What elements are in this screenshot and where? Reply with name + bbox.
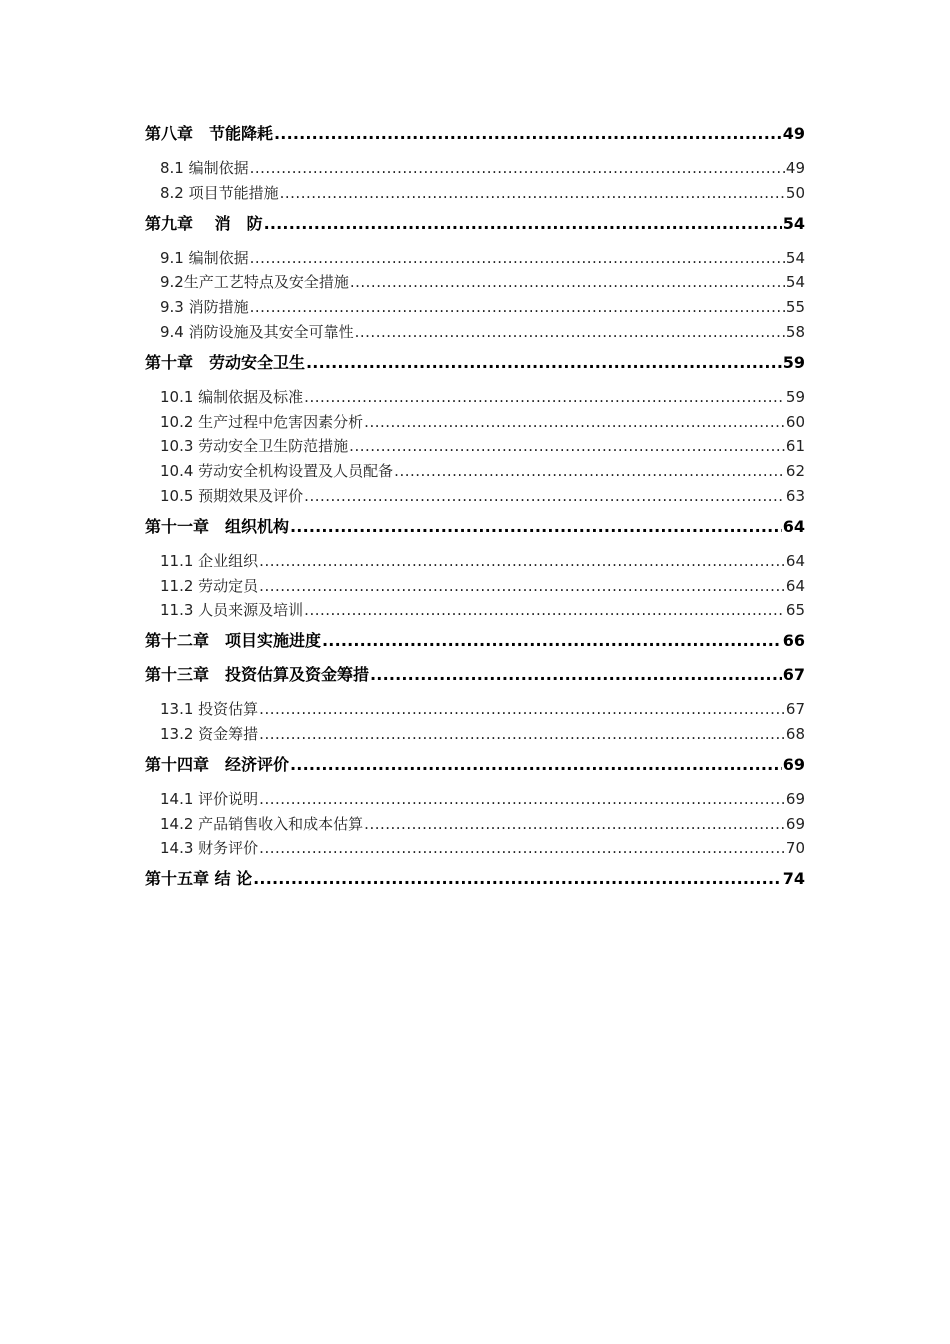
toc-title: 8.2 项目节能措施	[160, 183, 279, 202]
dot-leader	[250, 156, 785, 181]
toc-page-number: 64	[785, 576, 805, 595]
toc-entry-chapter[interactable]	[145, 212, 805, 236]
toc-entry-section[interactable]	[145, 787, 805, 812]
toc-page-number: 55	[785, 298, 805, 317]
toc-entry-section[interactable]	[145, 722, 805, 747]
toc-page-number: 74	[782, 869, 805, 889]
toc-page-number: 69	[785, 814, 805, 833]
toc-title: 10.2 生产过程中危害因素分析	[160, 412, 364, 431]
toc-title: 9.1 编制依据	[160, 248, 249, 267]
toc-entry-chapter[interactable]	[145, 663, 805, 687]
toc-entry-section[interactable]	[145, 385, 805, 410]
toc-title: 第十四章 经济评价	[145, 754, 290, 774]
toc-page-number: 49	[782, 124, 805, 143]
toc-page-number: 61	[785, 437, 805, 456]
toc-title: 14.1 评价说明	[160, 789, 259, 808]
toc-title: 14.3 财务评价	[160, 839, 259, 858]
toc-entry-section[interactable]	[145, 697, 805, 722]
toc-page-number: 69	[785, 789, 805, 808]
dot-leader	[290, 515, 782, 539]
dot-leader	[259, 697, 785, 722]
toc-page-number: 63	[785, 486, 805, 505]
dot-leader	[274, 122, 782, 146]
toc-entry-section[interactable]	[145, 598, 805, 623]
dot-leader	[394, 459, 785, 484]
toc-title: 11.2 劳动定员	[160, 576, 259, 595]
dot-leader	[370, 663, 782, 687]
dot-leader	[306, 351, 782, 375]
toc-entry-section[interactable]	[145, 459, 805, 484]
toc-entry-section[interactable]	[145, 181, 805, 206]
dot-leader	[350, 270, 785, 295]
toc-title: 8.1 编制依据	[160, 159, 249, 177]
dot-leader	[364, 812, 785, 837]
toc-title: 第十一章 组织机构	[145, 516, 290, 536]
dot-leader	[355, 320, 785, 345]
dot-leader	[304, 385, 785, 410]
toc-page-number: 64	[785, 551, 805, 570]
dot-leader	[259, 574, 785, 599]
toc-entry-section[interactable]	[145, 434, 805, 459]
toc-page-number: 59	[785, 387, 805, 406]
toc-entry-section[interactable]	[145, 836, 805, 861]
toc-entry-section[interactable]	[145, 246, 805, 271]
toc-page-number: 70	[785, 839, 805, 858]
toc-title: 9.3 消防措施	[160, 298, 249, 317]
toc-page-number: 65	[785, 601, 805, 620]
toc-entry-chapter[interactable]	[145, 753, 805, 777]
toc-page-number: 49	[785, 159, 805, 177]
dot-leader	[290, 753, 782, 777]
toc-entry-chapter[interactable]	[145, 122, 805, 146]
toc-title: 第十五章 结 论	[145, 869, 253, 889]
toc-title: 10.3 劳动安全卫生防范措施	[160, 437, 349, 456]
dot-leader	[253, 867, 782, 891]
toc-entry-section[interactable]	[145, 270, 805, 295]
toc-title: 第十章 劳动安全卫生	[145, 352, 306, 372]
toc-page-number: 54	[785, 248, 805, 267]
toc-title: 第八章 节能降耗	[145, 124, 274, 143]
toc-title: 第九章 消 防	[145, 213, 263, 233]
toc-title: 10.5 预期效果及评价	[160, 486, 304, 505]
toc-title: 第十三章 投资估算及资金筹措	[145, 665, 370, 685]
toc-entry-section[interactable]	[145, 295, 805, 320]
toc-entry-section[interactable]	[145, 549, 805, 574]
toc-page-number: 62	[785, 462, 805, 481]
toc-page-number: 50	[785, 183, 805, 202]
toc-page-number: 67	[782, 665, 805, 685]
toc-entry-chapter[interactable]	[145, 515, 805, 539]
toc-page-number: 67	[785, 700, 805, 719]
toc-title: 14.2 产品销售收入和成本估算	[160, 814, 364, 833]
toc-page-number: 58	[785, 322, 805, 341]
toc-title: 10.1 编制依据及标准	[160, 387, 304, 406]
dot-leader	[349, 434, 785, 459]
table-of-contents	[145, 122, 805, 901]
toc-title: 11.1 企业组织	[160, 551, 259, 570]
toc-page-number: 68	[785, 724, 805, 743]
toc-entry-chapter[interactable]	[145, 629, 805, 653]
dot-leader	[280, 181, 785, 206]
toc-entry-section[interactable]	[145, 320, 805, 345]
dot-leader	[259, 722, 785, 747]
toc-title: 9.4 消防设施及其安全可靠性	[160, 322, 354, 341]
toc-page-number: 69	[782, 754, 805, 774]
toc-entry-section[interactable]	[145, 812, 805, 837]
toc-entry-chapter[interactable]	[145, 351, 805, 375]
dot-leader	[364, 410, 785, 435]
dot-leader	[264, 212, 782, 236]
toc-page-number: 54	[785, 273, 805, 292]
toc-entry-chapter[interactable]	[145, 867, 805, 891]
dot-leader	[304, 484, 785, 509]
dot-leader	[259, 836, 785, 861]
toc-title: 13.1 投资估算	[160, 700, 259, 719]
toc-page-number: 54	[782, 213, 805, 233]
dot-leader	[304, 598, 785, 623]
toc-entry-section[interactable]	[145, 410, 805, 435]
toc-entry-section[interactable]	[145, 156, 805, 181]
toc-page-number: 66	[782, 631, 805, 651]
toc-title: 11.3 人员来源及培训	[160, 601, 304, 620]
dot-leader	[259, 787, 785, 812]
dot-leader	[322, 629, 782, 653]
toc-page-number: 64	[782, 516, 805, 536]
toc-title: 9.2生产工艺特点及安全措施	[160, 273, 349, 292]
toc-page-number: 60	[785, 412, 805, 431]
toc-title: 13.2 资金筹措	[160, 724, 259, 743]
toc-entry-section[interactable]	[145, 574, 805, 599]
dot-leader	[250, 246, 785, 271]
toc-page-number: 59	[782, 352, 805, 372]
toc-entry-section[interactable]	[145, 484, 805, 509]
dot-leader	[250, 295, 785, 320]
toc-title: 10.4 劳动安全机构设置及人员配备	[160, 462, 394, 481]
dot-leader	[259, 549, 785, 574]
toc-title: 第十二章 项目实施进度	[145, 631, 322, 651]
